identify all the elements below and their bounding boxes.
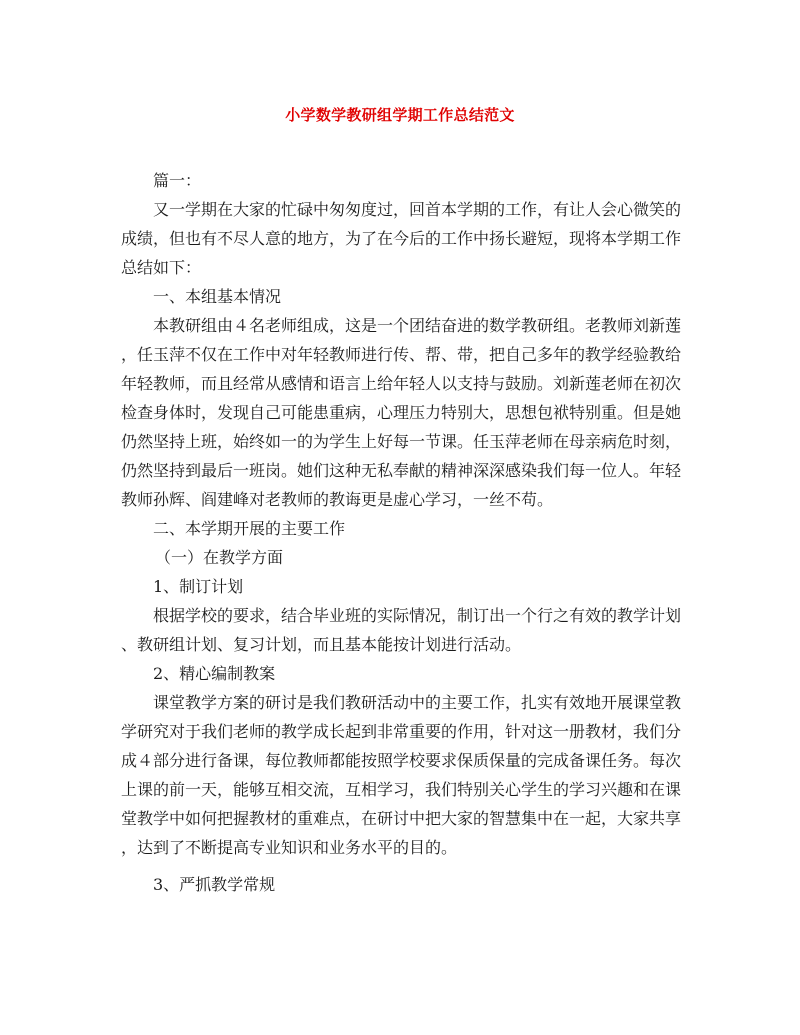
document-title: 小学数学教研组学期工作总结范文 — [285, 106, 515, 124]
paragraph-line: 成绩，但也有不尽人意的地方，为了在今后的工作中扬长避短，现将本学期工作 — [121, 229, 682, 248]
paragraph-line: 仍然坚持上班，始终如一的为学生上好每一节课。任玉萍老师在母亲病危时刻， — [121, 432, 682, 451]
basic-info-paragraph — [121, 311, 682, 514]
intro-paragraph — [121, 195, 682, 282]
paragraph-line: 年轻教师，而且经常从感情和语言上给年轻人以支持与鼓励。刘新莲老师在初次 — [121, 374, 682, 393]
paragraph-line: 仍然坚持到最后一班岗。她们这种无私奉献的精神深深感染我们每一位人。年轻 — [121, 461, 682, 480]
item-make-plan: 1、制订计划 — [153, 577, 244, 596]
section-label: 篇一： — [153, 171, 202, 190]
paragraph-line: 课堂教学方案的研讨是我们教研活动中的主要工作，扎实有效地开展课堂教 — [153, 693, 682, 712]
paragraph-line: 成４部分进行备课，每位教师都能按照学校要求保质保量的完成备课任务。每次 — [121, 751, 682, 770]
paragraph-line: 教师孙辉、阎建峰对老教师的教诲更是虚心学习，一丝不苟。 — [121, 490, 554, 509]
heading-main-work: 二、本学期开展的主要工作 — [153, 519, 346, 538]
paragraph-line: 上课的前一天，能够互相交流，互相学习，我们特别关心学生的学习兴趣和在课 — [121, 780, 682, 799]
paragraph-line: 检查身体时，发现自己可能患重病，心理压力特别大，思想包袱特别重。但是她 — [121, 403, 682, 422]
item-lesson-plans: 2、精心编制教案 — [153, 664, 276, 683]
paragraph-line: 根据学校的要求，结合毕业班的实际情况，制订出一个行之有效的教学计划 — [153, 606, 682, 625]
subheading-teaching: （一）在教学方面 — [155, 548, 284, 567]
paragraph-line: 学研究对于我们老师的教学成长起到非常重要的作用，针对这一册教材，我们分 — [121, 722, 682, 741]
paragraph-line: ，任玉萍不仅在工作中对年轻教师进行传、帮、带，把自己多年的教学经验教给 — [121, 345, 682, 364]
document-body — [121, 166, 682, 899]
paragraph-line: 、教研组计划、复习计划，而且基本能按计划进行活动。 — [121, 635, 522, 654]
lesson-plans-paragraph — [121, 688, 682, 862]
plan-paragraph — [121, 601, 682, 659]
item-teaching-routine: 3、严抓教学常规 — [153, 875, 276, 894]
paragraph-line: 堂教学中如何把握教材的重难点，在研讨中把大家的智慧集中在一起，大家共享 — [121, 809, 682, 828]
paragraph-line: 又一学期在大家的忙碌中匆匆度过，回首本学期的工作，有让人会心微笑的 — [153, 200, 682, 219]
paragraph-line: ，达到了不断提高专业知识和业务水平的目的。 — [121, 838, 458, 857]
heading-basic-info: 一、本组基本情况 — [153, 287, 282, 306]
paragraph-line: 总结如下： — [121, 258, 202, 277]
paragraph-line: 本教研组由４名老师组成，这是一个团结奋进的数学教研组。老教师刘新莲 — [153, 316, 682, 335]
spacer — [121, 862, 679, 870]
